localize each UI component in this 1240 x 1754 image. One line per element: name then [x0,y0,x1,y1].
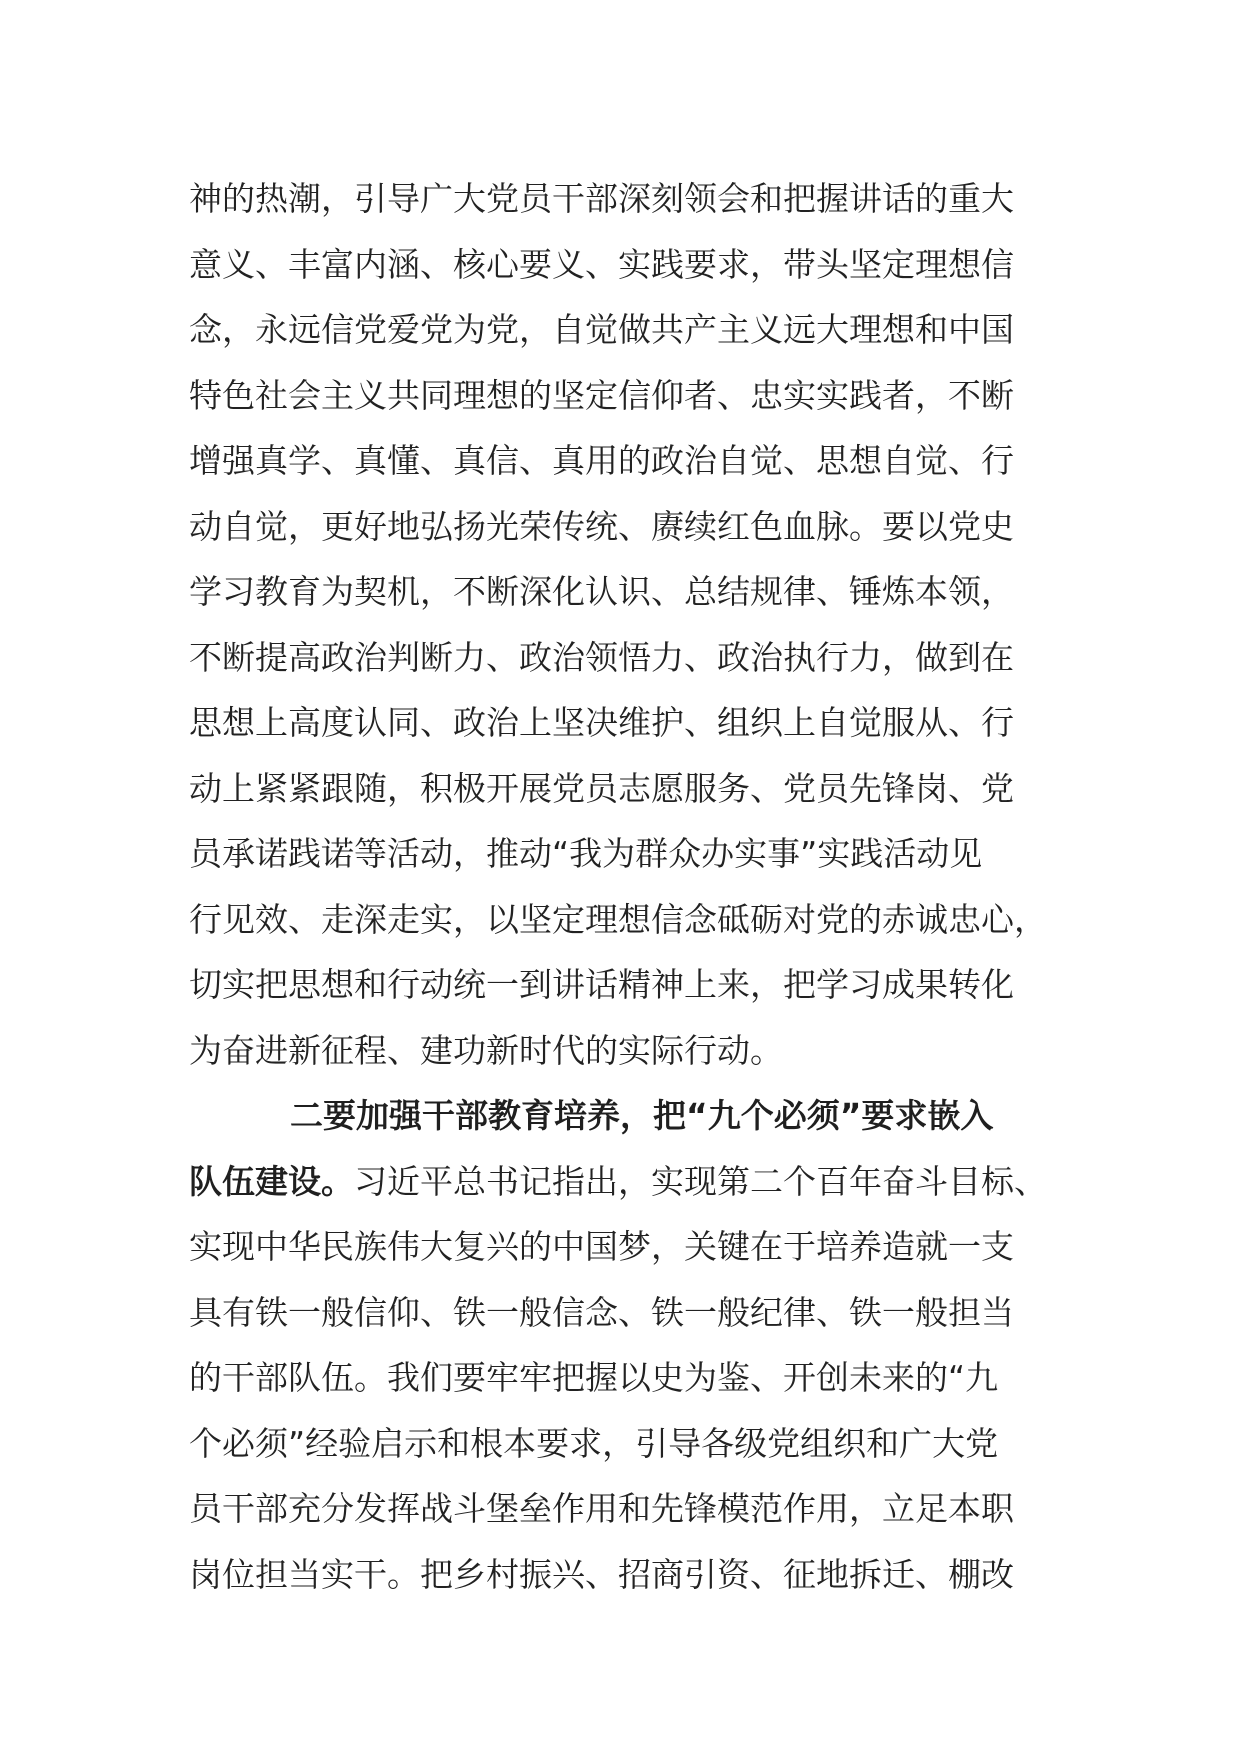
text-line: 思想上高度认同、政治上坚决维护、组织上自觉服从、行 [189,703,1014,742]
text-line: 具有铁一般信仰、铁一般信念、铁一般纪律、铁一般担当 [189,1292,1014,1332]
text-line: 动自觉，更好地弘扬光荣传统、赓续红色血脉。要以党史 [189,506,1014,546]
text-line-rest: 习近平总书记指出，实现第二个百年奋斗目标、 [354,1161,1047,1201]
text-line: 行见效、走深走实，以坚定理想信念砥砺对党的赤诚忠心， [189,899,1047,939]
text-line: 切实把思想和行动统一到讲话精神上来，把学习成果转化 [189,965,1014,1004]
text-line: 特色社会主义共同理想的坚定信仰者、忠实实践者，不断 [189,375,1014,415]
section-heading: 二要加强干部教育培养，把“九个必须”要求嵌入 [290,1096,994,1135]
text-line: 员干部充分发挥战斗堡垒作用和先锋模范作用，立足本职 [189,1489,1014,1528]
text-line: 实现中华民族伟大复兴的中国梦，关键在于培养造就一支 [189,1227,1014,1266]
text-line: 动上紧紧跟随，积极开展党员志愿服务、党员先锋岗、党 [189,768,1014,808]
text-line: 学习教育为契机，不断深化认识、总结规律、锤炼本领， [189,572,1014,611]
text-line: 意义、丰富内涵、核心要义、实践要求，带头坚定理想信 [189,244,1014,284]
text-line: 增强真学、真懂、真信、真用的政治自觉、思想自觉、行 [189,441,1014,480]
text-line: 不断提高政治判断力、政治领悟力、政治执行力，做到在 [189,637,1014,677]
text-line: 为奋进新征程、建功新时代的实际行动。 [189,1030,783,1070]
paragraph-1 [189,166,1047,1083]
text-line [189,1149,1047,1215]
section-heading-end: 队伍建设。 [189,1161,354,1201]
text-line: 的干部队伍。我们要牢牢把握以史为鉴、开创未来的“九 [189,1358,999,1397]
text-line: 岗位担当实干。把乡村振兴、招商引资、征地拆迁、棚改 [189,1554,1014,1594]
paragraph-2 [189,1083,1047,1607]
text-line: 念，永远信党爱党为党，自觉做共产主义远大理想和中国 [189,310,1014,349]
text-line: 个必须”经验启示和根本要求，引导各级党组织和广大党 [189,1423,999,1463]
text-line: 员承诺践诺等活动，推动“我为群众办实事”实践活动见 [189,834,983,873]
document-body [189,166,1047,1607]
text-line: 神的热潮，引导广大党员干部深刻领会和把握讲话的重大 [189,179,1014,218]
